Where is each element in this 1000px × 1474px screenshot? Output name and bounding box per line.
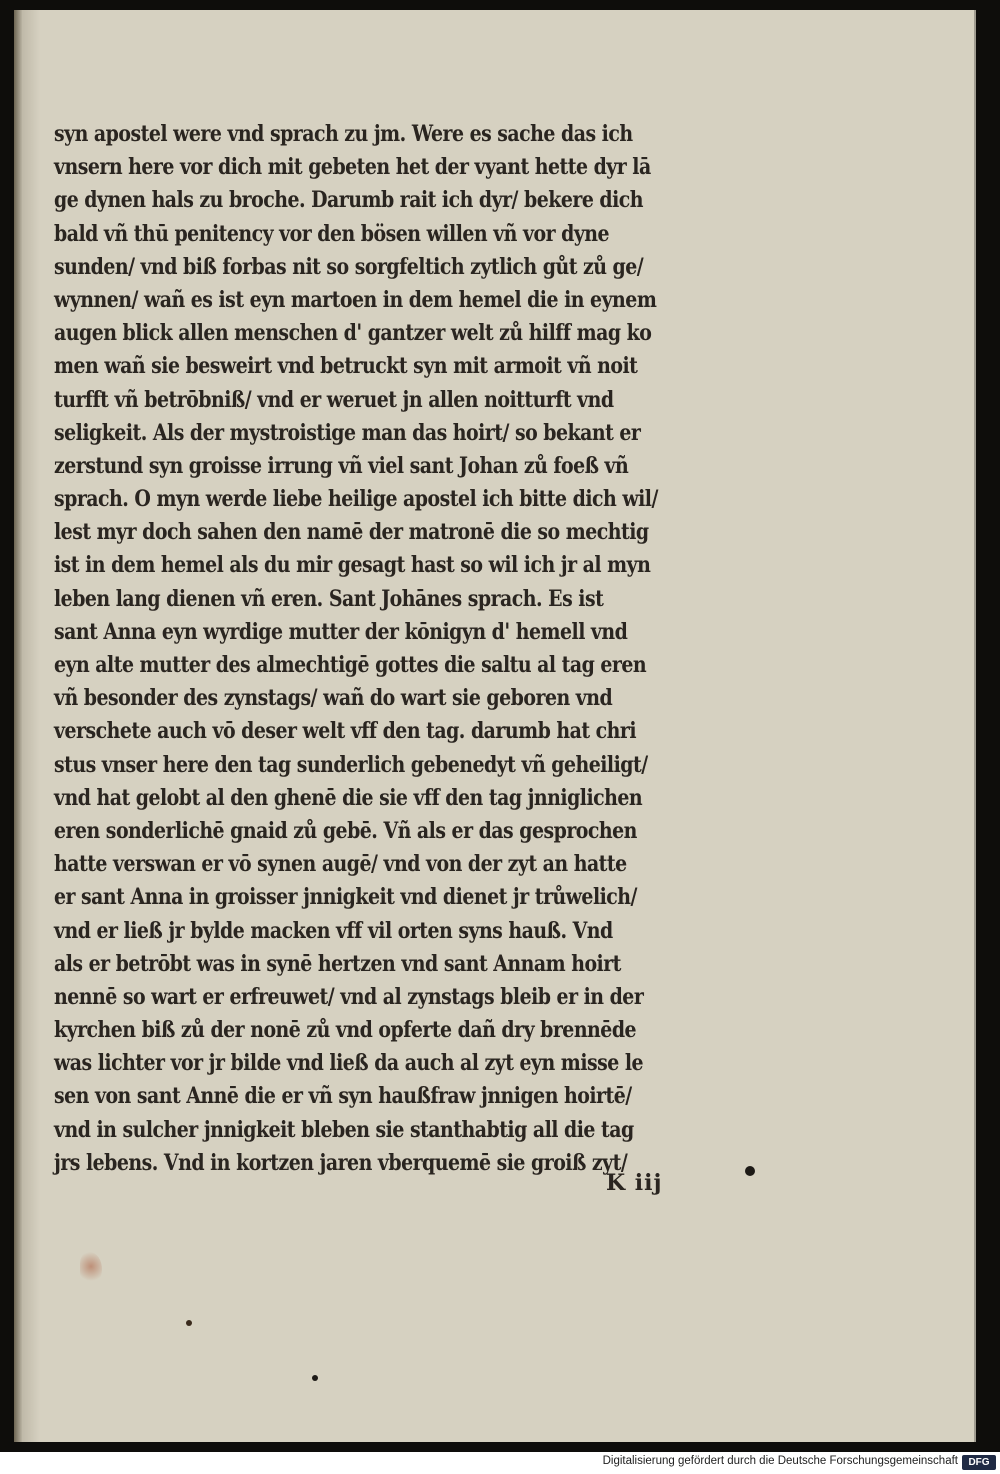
text-line: nennē so wart er erfreuwet/ vnd al zynstags bleib er in der xyxy=(54,983,644,1010)
text-line: vnd in sulcher jnnigkeit bleben sie stanthabtig all die tag xyxy=(54,1116,634,1143)
text-line: wynnen/ wañ es ist eyn martoen in dem hemel die in eynem xyxy=(54,286,657,313)
ink-dot xyxy=(745,1166,755,1176)
ink-dot xyxy=(186,1320,192,1326)
text-line: ge dynen hals zu broche. Darumb rait ich dyr/ bekere dich xyxy=(54,187,644,214)
text-line: seligkeit. Als der mystroistige man das hoirt/ so bekant er xyxy=(54,419,641,446)
text-line: augen blick allen menschen d' gantzer welt zů hilff mag ko xyxy=(54,320,652,347)
text-block xyxy=(54,118,754,1180)
text-line: stus vnser here den tag sunderlich gebenedyt vñ geheiligt/ xyxy=(54,751,648,778)
text-line: sprach. O myn werde liebe heilige apostel ich bitte dich wil/ xyxy=(54,486,658,513)
text-line: lest myr doch sahen den namē der matronē die so mechtig xyxy=(54,519,649,546)
page-stain xyxy=(80,1252,102,1284)
text-line: er sant Anna in groisser jnnigkeit vnd dienet jr trůwelich/ xyxy=(54,884,637,911)
text-line: vnsern here vor dich mit gebeten het der vyant hette dyr lā xyxy=(54,154,651,181)
text-line: bald vñ thū penitency vor den bösen willen vñ vor dyne xyxy=(54,220,610,247)
signature-mark: K iij xyxy=(606,1170,663,1196)
text-line: sen von sant Annē die er vñ syn haußfraw jnnigen hoirtē/ xyxy=(54,1083,632,1110)
text-line: sant Anna eyn wyrdige mutter der kōnigyn d' hemell vnd xyxy=(54,618,628,645)
text-line: verschete auch vō deser welt vff den tag. darumb hat chri xyxy=(54,718,637,745)
text-line: eyn alte mutter des almechtigē gottes die saltu al tag eren xyxy=(54,652,647,678)
text-line: sunden/ vnd biß forbas nit so sorgfeltich zytlich gůt zů ge/ xyxy=(54,253,644,280)
text-line: als er betrōbt was in synē hertzen vnd sant Annam hoirt xyxy=(54,950,621,977)
dfg-logo: DFG xyxy=(962,1455,996,1470)
text-line: hatte verswan er vō synen augē/ vnd von der zyt an hatte xyxy=(54,851,627,878)
text-line: syn apostel were vnd sprach zu jm. Were es sache das ich xyxy=(54,121,633,147)
text-line: vnd er ließ jr bylde macken vff vil orten syns hauß. Vnd xyxy=(54,917,613,944)
text-line: ist in dem hemel als du mir gesagt hast so wil ich jr al myn xyxy=(54,552,651,579)
book-page xyxy=(14,10,976,1442)
text-line: was lichter vor jr bilde vnd ließ da auch al zyt eyn misse le xyxy=(54,1050,644,1077)
text-line: leben lang dienen vñ eren. Sant Johānes sprach. Es ist xyxy=(54,585,604,612)
funding-notice: Digitalisierung gefördert durch die Deutsche Forschungsgemeinschaft xyxy=(602,1455,958,1467)
text-line: vnd hat gelobt al den ghenē die sie vff den tag jnniglichen xyxy=(54,784,643,811)
text-line: vñ besonder des zynstags/ wañ do wart sie geboren vnd xyxy=(54,685,613,712)
text-line: kyrchen biß zů der nonē zů vnd opferte dañ dry brennēde xyxy=(54,1017,637,1044)
ink-dot xyxy=(312,1375,318,1381)
text-line: eren sonderlichē gnaid zů gebē. Vñ als er das gesprochen xyxy=(54,817,637,844)
text-line: turfft vñ betrōbniß/ vnd er weruet jn allen noitturft vnd xyxy=(54,386,614,413)
page-gutter xyxy=(14,10,22,1442)
footer-bar xyxy=(0,1452,1000,1474)
text-line: men wañ sie besweirt vnd betruckt syn mit armoit vñ noit xyxy=(54,353,638,380)
text-line: zerstund syn groisse irrung vñ viel sant Johan zů foeß vñ xyxy=(54,452,629,479)
text-line: jrs lebens. Vnd in kortzen jaren vberquemē sie groiß zyt/ xyxy=(54,1149,628,1176)
